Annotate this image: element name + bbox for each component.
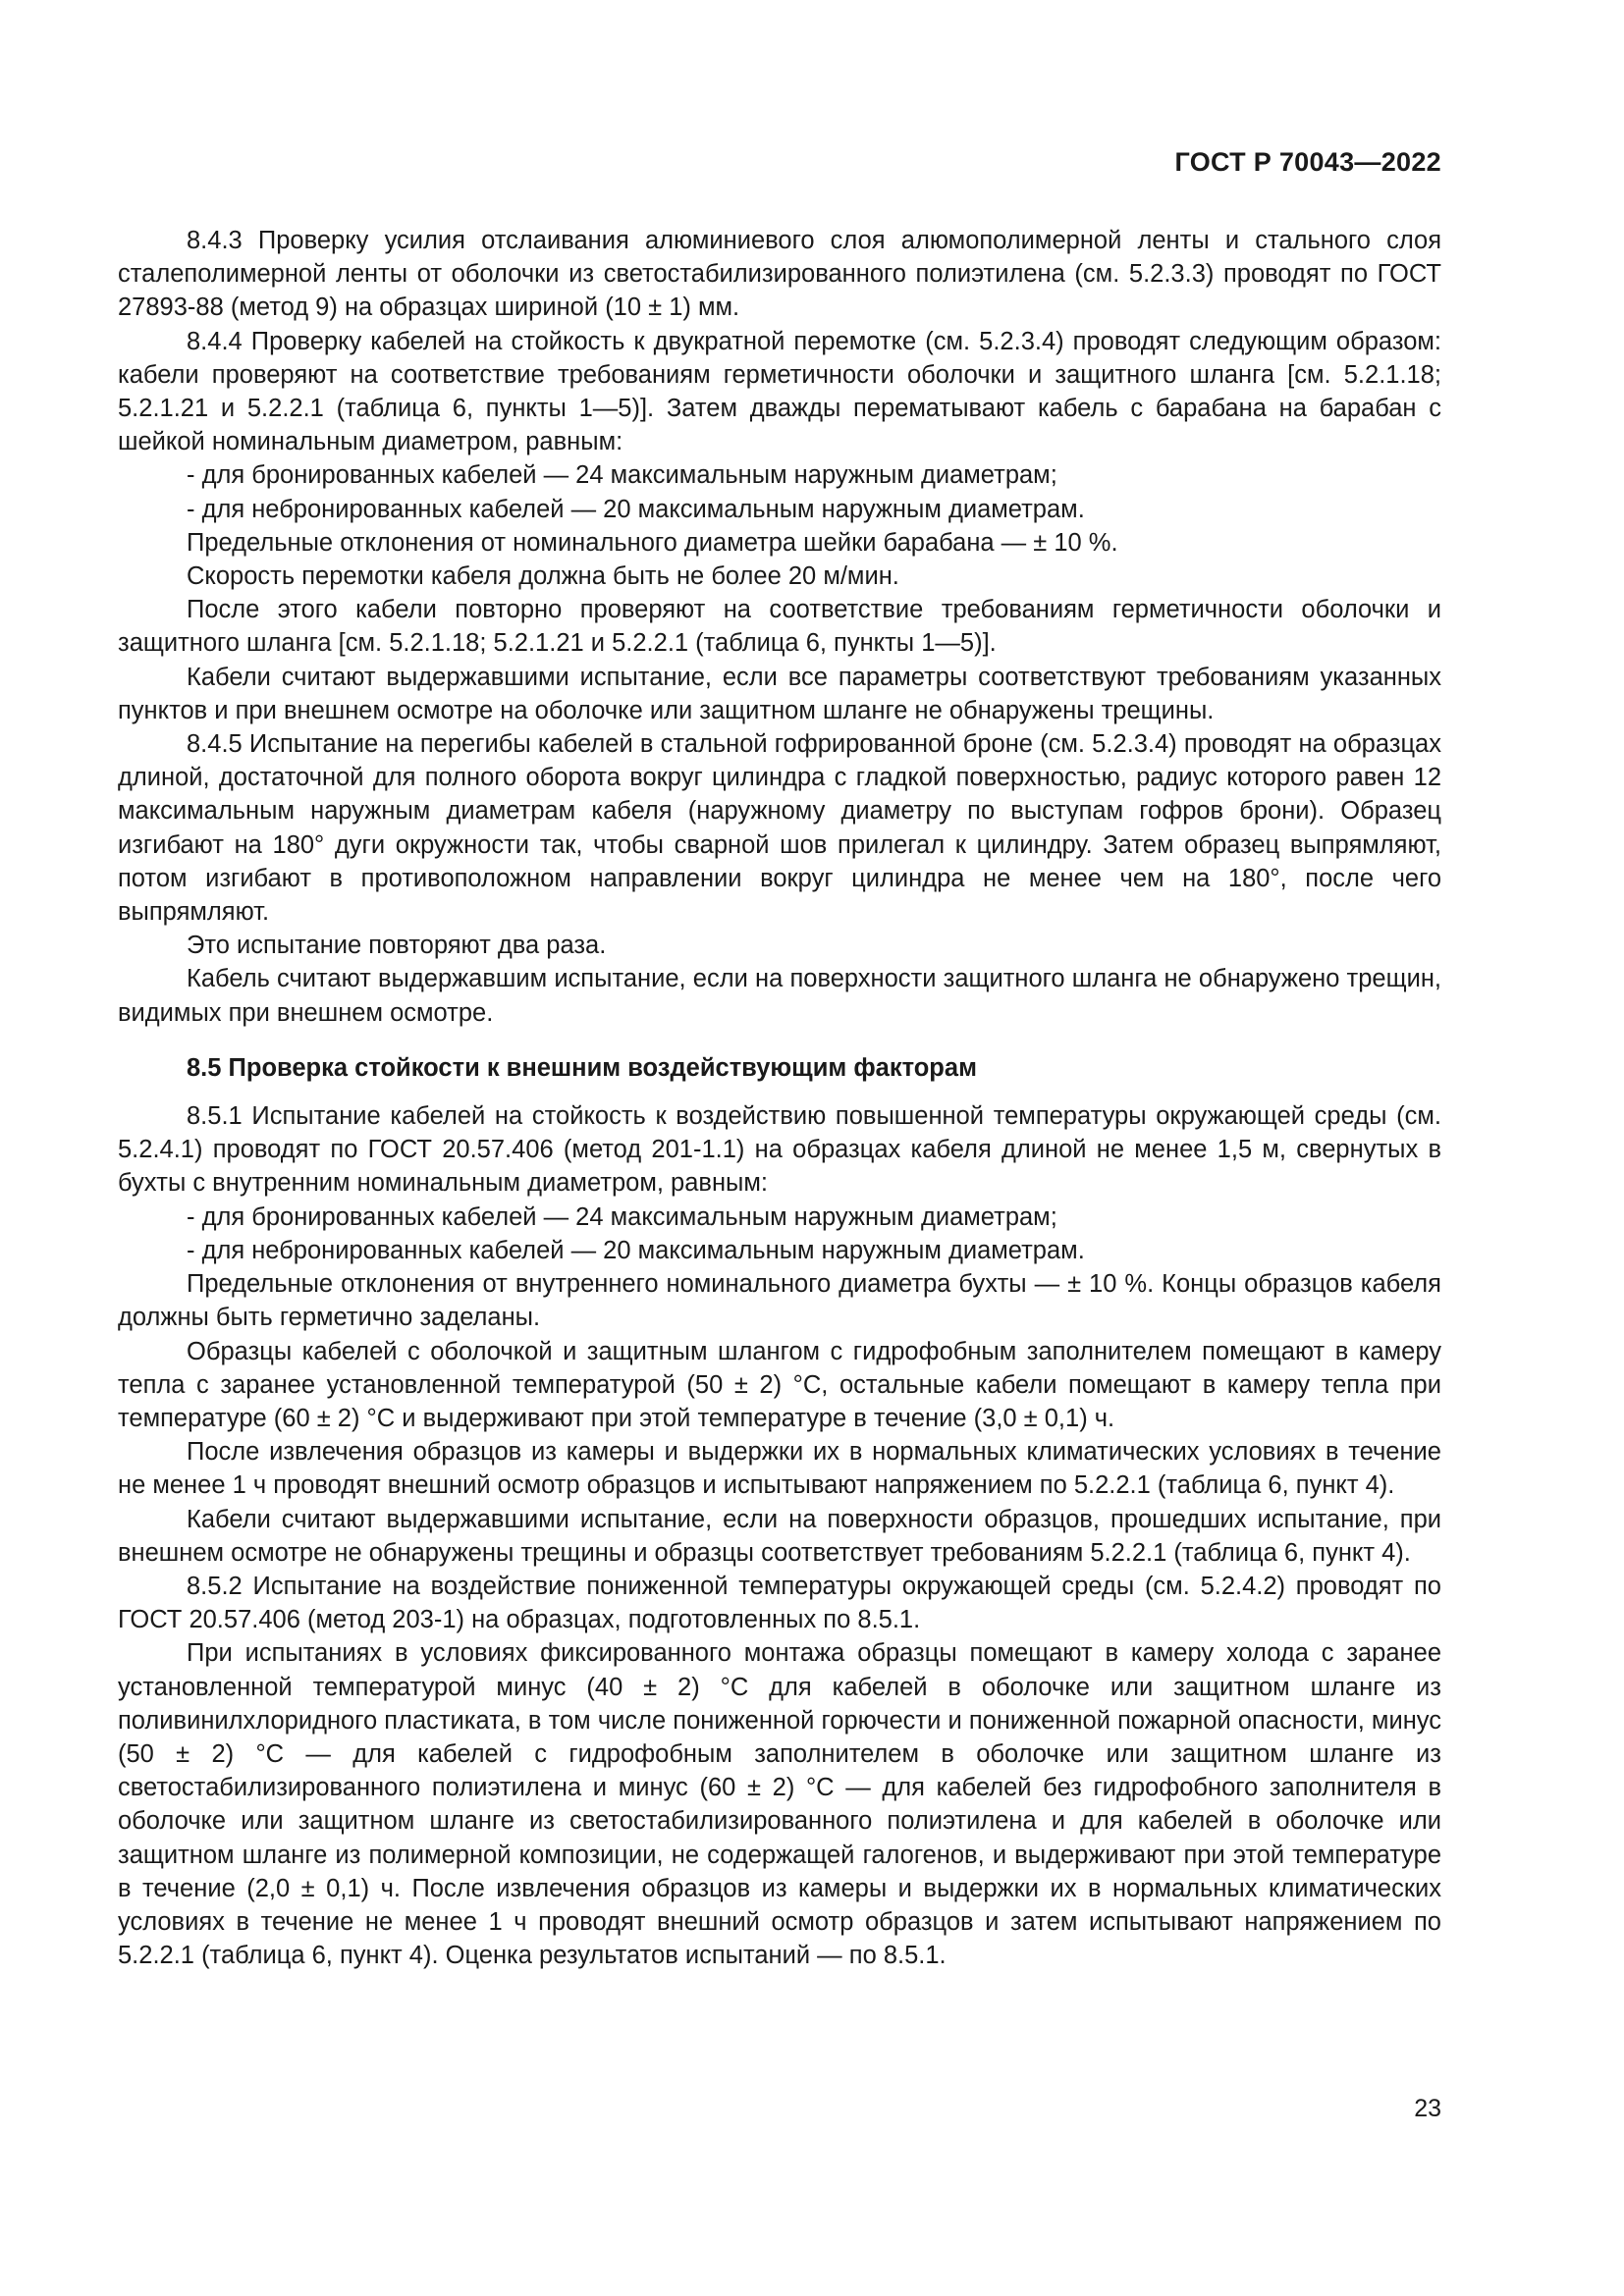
paragraph-pass-criteria-rewind: Кабели считают выдержавшими испытание, если все параметры соответствуют требованиям указанных пунктов и при внешнем осмотре на оболочке или защитном шланге не обнаружены трещины. bbox=[118, 663, 1441, 724]
list-item-unarmored-coil: - для небронированных кабелей — 20 максимальным наружным диаметрам. bbox=[187, 1236, 1085, 1264]
paragraph-rewind-speed: Скорость перемотки кабеля должна быть не более 20 м/мин. bbox=[187, 562, 899, 591]
paragraph-cold-chamber: При испытаниях в условиях фиксированного монтажа образцы помещают в камеру холода с заранее установленной температурой минус (40 ± 2) °С для кабелей в оболочке или защитном шланге из поливинилхлоридного пластиката, в том числе пониженной горючести и пониженной пожарной опасности, минус (50 ± 2) °С — для кабелей с гидрофобным заполнителем в оболочке или защитном шланге из светостабилизированного полиэтилена и минус (60 ± 2) °С — для кабелей без гидрофобного заполнителя в оболочке или защитном шланге из светостабилизированного полиэтилена и для кабелей в оболочке или защитном шланге из полимерной композиции, не содержащей галогенов, и выдерживают при этой температуре в течение (2,0 ± 0,1) ч. После извлечения образцов из камеры и выдержки их в нормальных климатических условиях в течение не менее 1 ч проводят внешний осмотр образцов и затем испытывают напряжением по 5.2.2.1 (таблица 6, пункт 4). Оценка результатов испытаний — по 8.5.1. bbox=[118, 1639, 1441, 1970]
list-item-armored-coil: - для бронированных кабелей — 24 максимальным наружным диаметрам; bbox=[187, 1202, 1057, 1231]
paragraph-8-5-1: 8.5.1 Испытание кабелей на стойкость к воздействию повышенной температуры окружающей среды (см. 5.2.4.1) проводят по ГОСТ 20.57.406 (метод 201-1.1) на образцах кабеля длиной не менее 1,5 м, свернутых в бухты с внутренним номинальным диаметром, равным: bbox=[118, 1102, 1441, 1198]
paragraph-heat-chamber: Образцы кабелей с оболочкой и защитным шлангом с гидрофобным заполнителем помещают в камеру тепла с заранее установленной температурой (50 ± 2) °С, остальные кабели помещают в камеру тепла при температуре (60 ± 2) °С и выдерживают при этой температуре в течение (3,0 ± 0,1) ч. bbox=[118, 1337, 1441, 1432]
paragraph-8-5-2: 8.5.2 Испытание на воздействие пониженной температуры окружающей среды (см. 5.2.4.2) проводят по ГОСТ 20.57.406 (метод 203-1) на образцах, подготовленных по 8.5.1. bbox=[118, 1572, 1441, 1634]
paragraph-drum-tolerance: Предельные отклонения от номинального диаметра шейки барабана — ± 10 %. bbox=[187, 528, 1118, 557]
paragraph-8-4-3: 8.4.3 Проверку усилия отслаивания алюминиевого слоя алюмополимерной ленты и стального слоя сталеполимерной ленты от оболочки из светостабилизированного полиэтилена (см. 5.2.3.3) проводят по ГОСТ 27893-88 (метод 9) на образцах шириной (10 ± 1) мм. bbox=[118, 227, 1441, 322]
paragraph-coil-tolerance: Предельные отклонения от внутреннего номинального диаметра бухты — ± 10 %. Концы образцов кабеля должны быть герметично заделаны. bbox=[118, 1270, 1441, 1332]
paragraph-8-4-5: 8.4.5 Испытание на перегибы кабелей в стальной гофрированной броне (см. 5.2.3.4) проводят на образцах длиной, достаточной для полного оборота вокруг цилиндра с гладкой поверхностью, радиус которого равен 12 максимальным наружным диаметрам кабеля (наружному диаметру по выступам гофров брони). Образец изгибают на 180° дуги окружности так, чтобы сварной шов прилегал к цилиндру. Затем образец выпрямляют, потом изгибают в противоположном направлении вокруг цилиндра не менее чем на 180°, после чего выпрямляют. bbox=[118, 730, 1441, 927]
section-heading-8-5: 8.5 Проверка стойкости к внешним воздействующим факторам bbox=[187, 1053, 977, 1082]
paragraph-recheck: После этого кабели повторно проверяют на соответствие требованиям герметичности оболочки и защитного шланга [см. 5.2.1.18; 5.2.1.21 и 5.2.2.1 (таблица 6, пункты 1—5)]. bbox=[118, 596, 1441, 658]
document-body bbox=[118, 224, 1441, 1972]
page-number: 23 bbox=[1414, 2095, 1441, 2122]
list-item-armored: - для бронированных кабелей — 24 максимальным наружным диаметрам; bbox=[187, 461, 1057, 490]
paragraph-8-4-4: 8.4.4 Проверку кабелей на стойкость к двукратной перемотке (см. 5.2.3.4) проводят следующим образом: кабели проверяют на соответствие требованиям герметичности оболочки и защитного шланга [см. 5.2.1.18; 5.2.1.21 и 5.2.2.1 (таблица 6, пункты 1—5)]. Затем дважды перематывают кабель с барабана на барабан с шейкой номинальным диаметром, равным: bbox=[118, 327, 1441, 456]
paragraph-pass-criteria-bend: Кабель считают выдержавшим испытание, если на поверхности защитного шланга не обнаружено трещин, видимых при внешнем осмотре. bbox=[118, 965, 1441, 1027]
standard-code-header: ГОСТ Р 70043—2022 bbox=[1174, 147, 1441, 177]
list-item-unarmored: - для небронированных кабелей — 20 максимальным наружным диаметрам. bbox=[187, 495, 1085, 523]
paragraph-pass-criteria-heat: Кабели считают выдержавшими испытание, если на поверхности образцов, прошедших испытание, при внешнем осмотре не обнаружены трещины и образцы соответствует требованиям 5.2.2.1 (таблица 6, пункт 4). bbox=[118, 1505, 1441, 1567]
paragraph-after-heat: После извлечения образцов из камеры и выдержки их в нормальных климатических условиях в течение не менее 1 ч проводят внешний осмотр образцов и испытывают напряжением по 5.2.2.1 (таблица 6, пункт 4). bbox=[118, 1438, 1441, 1500]
paragraph-repeat-twice: Это испытание повторяют два раза. bbox=[187, 932, 607, 960]
document-page bbox=[118, 0, 1441, 2296]
